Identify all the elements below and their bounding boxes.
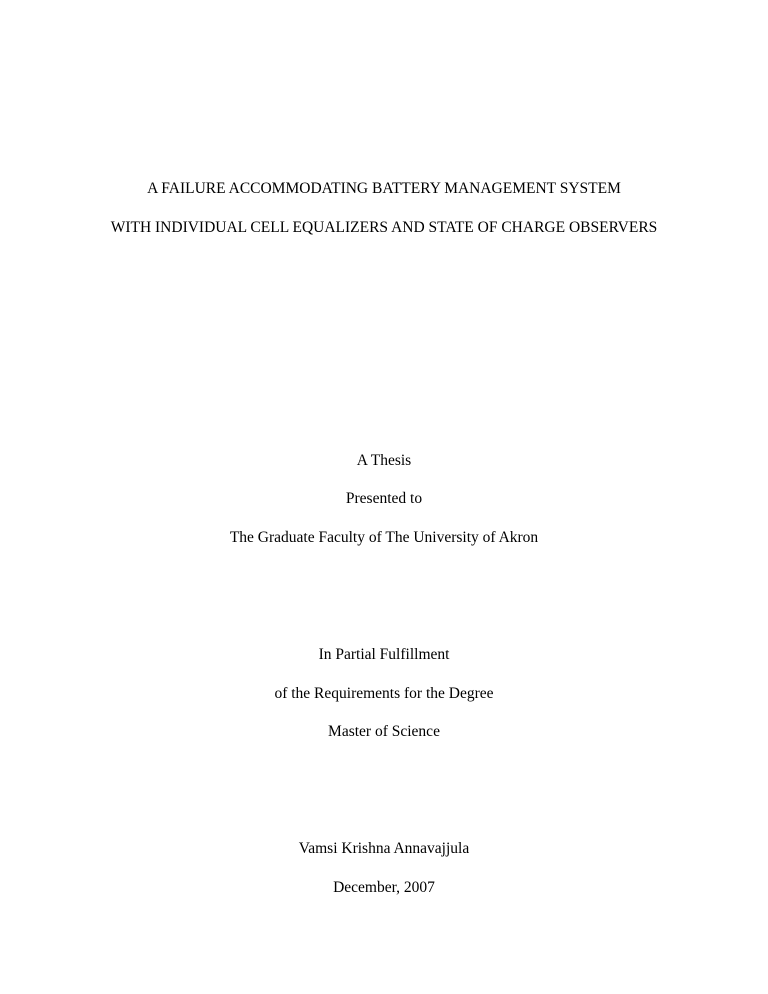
submission-date: December, 2007 (333, 879, 435, 896)
degree-name: Master of Science (328, 723, 440, 740)
author-name: Vamsi Krishna Annavajjula (298, 840, 470, 857)
requirements-line: of the Requirements for the Degree (274, 685, 494, 702)
document-type: A Thesis (356, 452, 412, 469)
title-line-2: WITH INDIVIDUAL CELL EQUALIZERS AND STATE OF CHARGE OBSERVERS (110, 219, 658, 236)
partial-fulfillment: In Partial Fulfillment (318, 646, 450, 663)
graduate-faculty: The Graduate Faculty of The University of Akron (229, 529, 539, 546)
title-line-1: A FAILURE ACCOMMODATING BATTERY MANAGEMENT SYSTEM (147, 180, 621, 197)
presented-to: Presented to (345, 490, 423, 507)
